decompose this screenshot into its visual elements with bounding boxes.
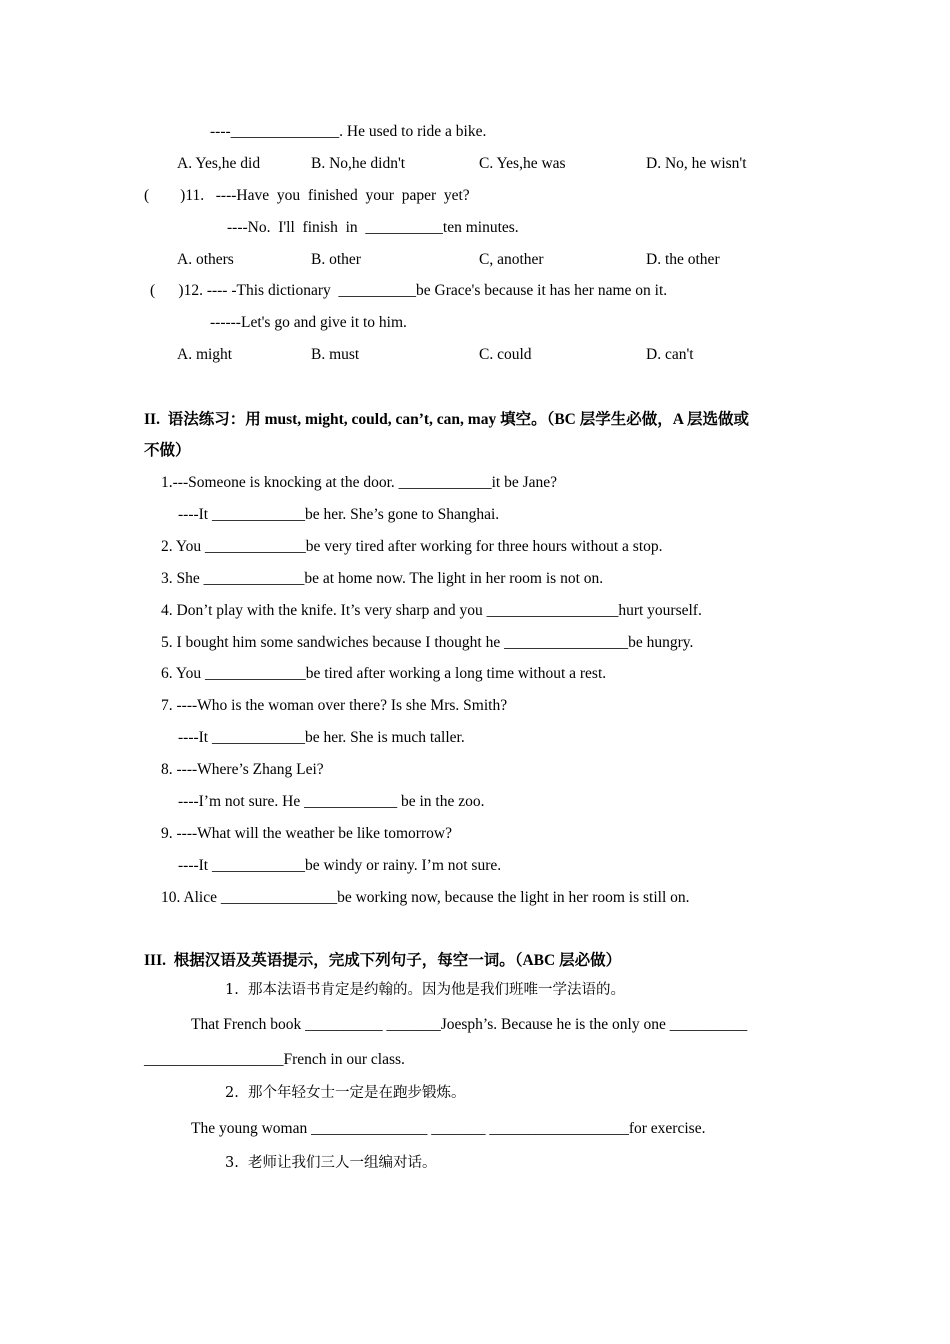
q11-option-c: C, another	[479, 251, 544, 268]
q11-option-a: A. others	[177, 251, 234, 268]
s2-item-8: 8. ----Where’s Zhang Lei?	[161, 761, 324, 778]
s2-item-10: 10. Alice _______________be working now, because the light in her room is still on.	[161, 889, 690, 906]
s2-item-8-reply: ----I’m not sure. He ____________ be in the zoo.	[178, 793, 485, 810]
s3-sentence-2-english: The young woman _______________ _______ __________________for exercise.	[191, 1120, 706, 1137]
s3-sentence-1-chinese: 1. 那本法语书肯定是约翰的。因为他是我们班唯一学法语的。	[225, 982, 626, 998]
s2-item-7-reply: ----It ____________be her. She is much taller.	[178, 729, 465, 746]
q12-option-d: D. can't	[646, 346, 694, 363]
s2-item-6: 6. You _____________be tired after working a long time without a rest.	[161, 665, 607, 682]
s2-item-1: 1.---Someone is knocking at the door. ____________it be Jane?	[161, 474, 558, 491]
q10-answer-line: ----______________. He used to ride a bike.	[210, 123, 487, 140]
s2-item-2: 2. You _____________be very tired after working for three hours without a stop.	[161, 538, 663, 555]
q12-question: ( )12. ---- -This dictionary __________be Grace's because it has her name on it.	[150, 282, 668, 299]
q12-option-c: C. could	[479, 346, 532, 363]
s2-item-9: 9. ----What will the weather be like tomorrow?	[161, 825, 452, 842]
s2-item-4: 4. Don’t play with the knife. It’s very sharp and you _________________hurt yourself.	[161, 602, 702, 619]
section2-heading-cont: 不做）	[144, 442, 191, 459]
q11-answer-line: ----No. I'll finish in __________ten minutes.	[227, 219, 519, 236]
q10-option-c: C. Yes,he was	[479, 155, 566, 172]
s2-item-5: 5. I bought him some sandwiches because I thought he ________________be hungry.	[161, 634, 694, 651]
q12-answer-line: ------Let's go and give it to him.	[210, 314, 407, 331]
s2-item-9-reply: ----It ____________be windy or rainy. I’m not sure.	[178, 857, 502, 874]
q11-option-d: D. the other	[646, 251, 720, 268]
section3-heading: III. 根据汉语及英语提示，完成下列句子，每空一词。（ABC 层必做）	[144, 952, 622, 969]
s2-item-3: 3. She _____________be at home now. The light in her room is not on.	[161, 570, 604, 587]
q11-option-b: B. other	[311, 251, 361, 268]
s3-sentence-1-english: That French book __________ _______Joesph’s. Because he is the only one __________	[191, 1016, 748, 1033]
s2-item-1-reply: ----It ____________be her. She’s gone to Shanghai.	[178, 506, 500, 523]
q12-option-a: A. might	[177, 346, 233, 363]
s2-item-7: 7. ----Who is the woman over there? Is she Mrs. Smith?	[161, 697, 508, 714]
q10-option-a: A. Yes,he did	[177, 155, 261, 172]
q10-option-d: D. No, he wisn't	[646, 155, 747, 172]
s3-sentence-1-english-cont: __________________French in our class.	[144, 1051, 405, 1068]
s3-sentence-2-chinese: 2. 那个年轻女士一定是在跑步锻炼。	[225, 1085, 466, 1101]
q12-option-b: B. must	[311, 346, 360, 363]
q10-option-b: B. No,he didn't	[311, 155, 406, 172]
section2-heading: II. 语法练习：用 must, might, could, can’t, can, may 填空。（BC 层学生必做，A 层选做或	[144, 411, 749, 428]
s3-sentence-3-chinese: 3. 老师让我们三人一组编对话。	[225, 1155, 437, 1171]
q11-question: ( )11. ----Have you finished your paper yet?	[144, 187, 470, 204]
